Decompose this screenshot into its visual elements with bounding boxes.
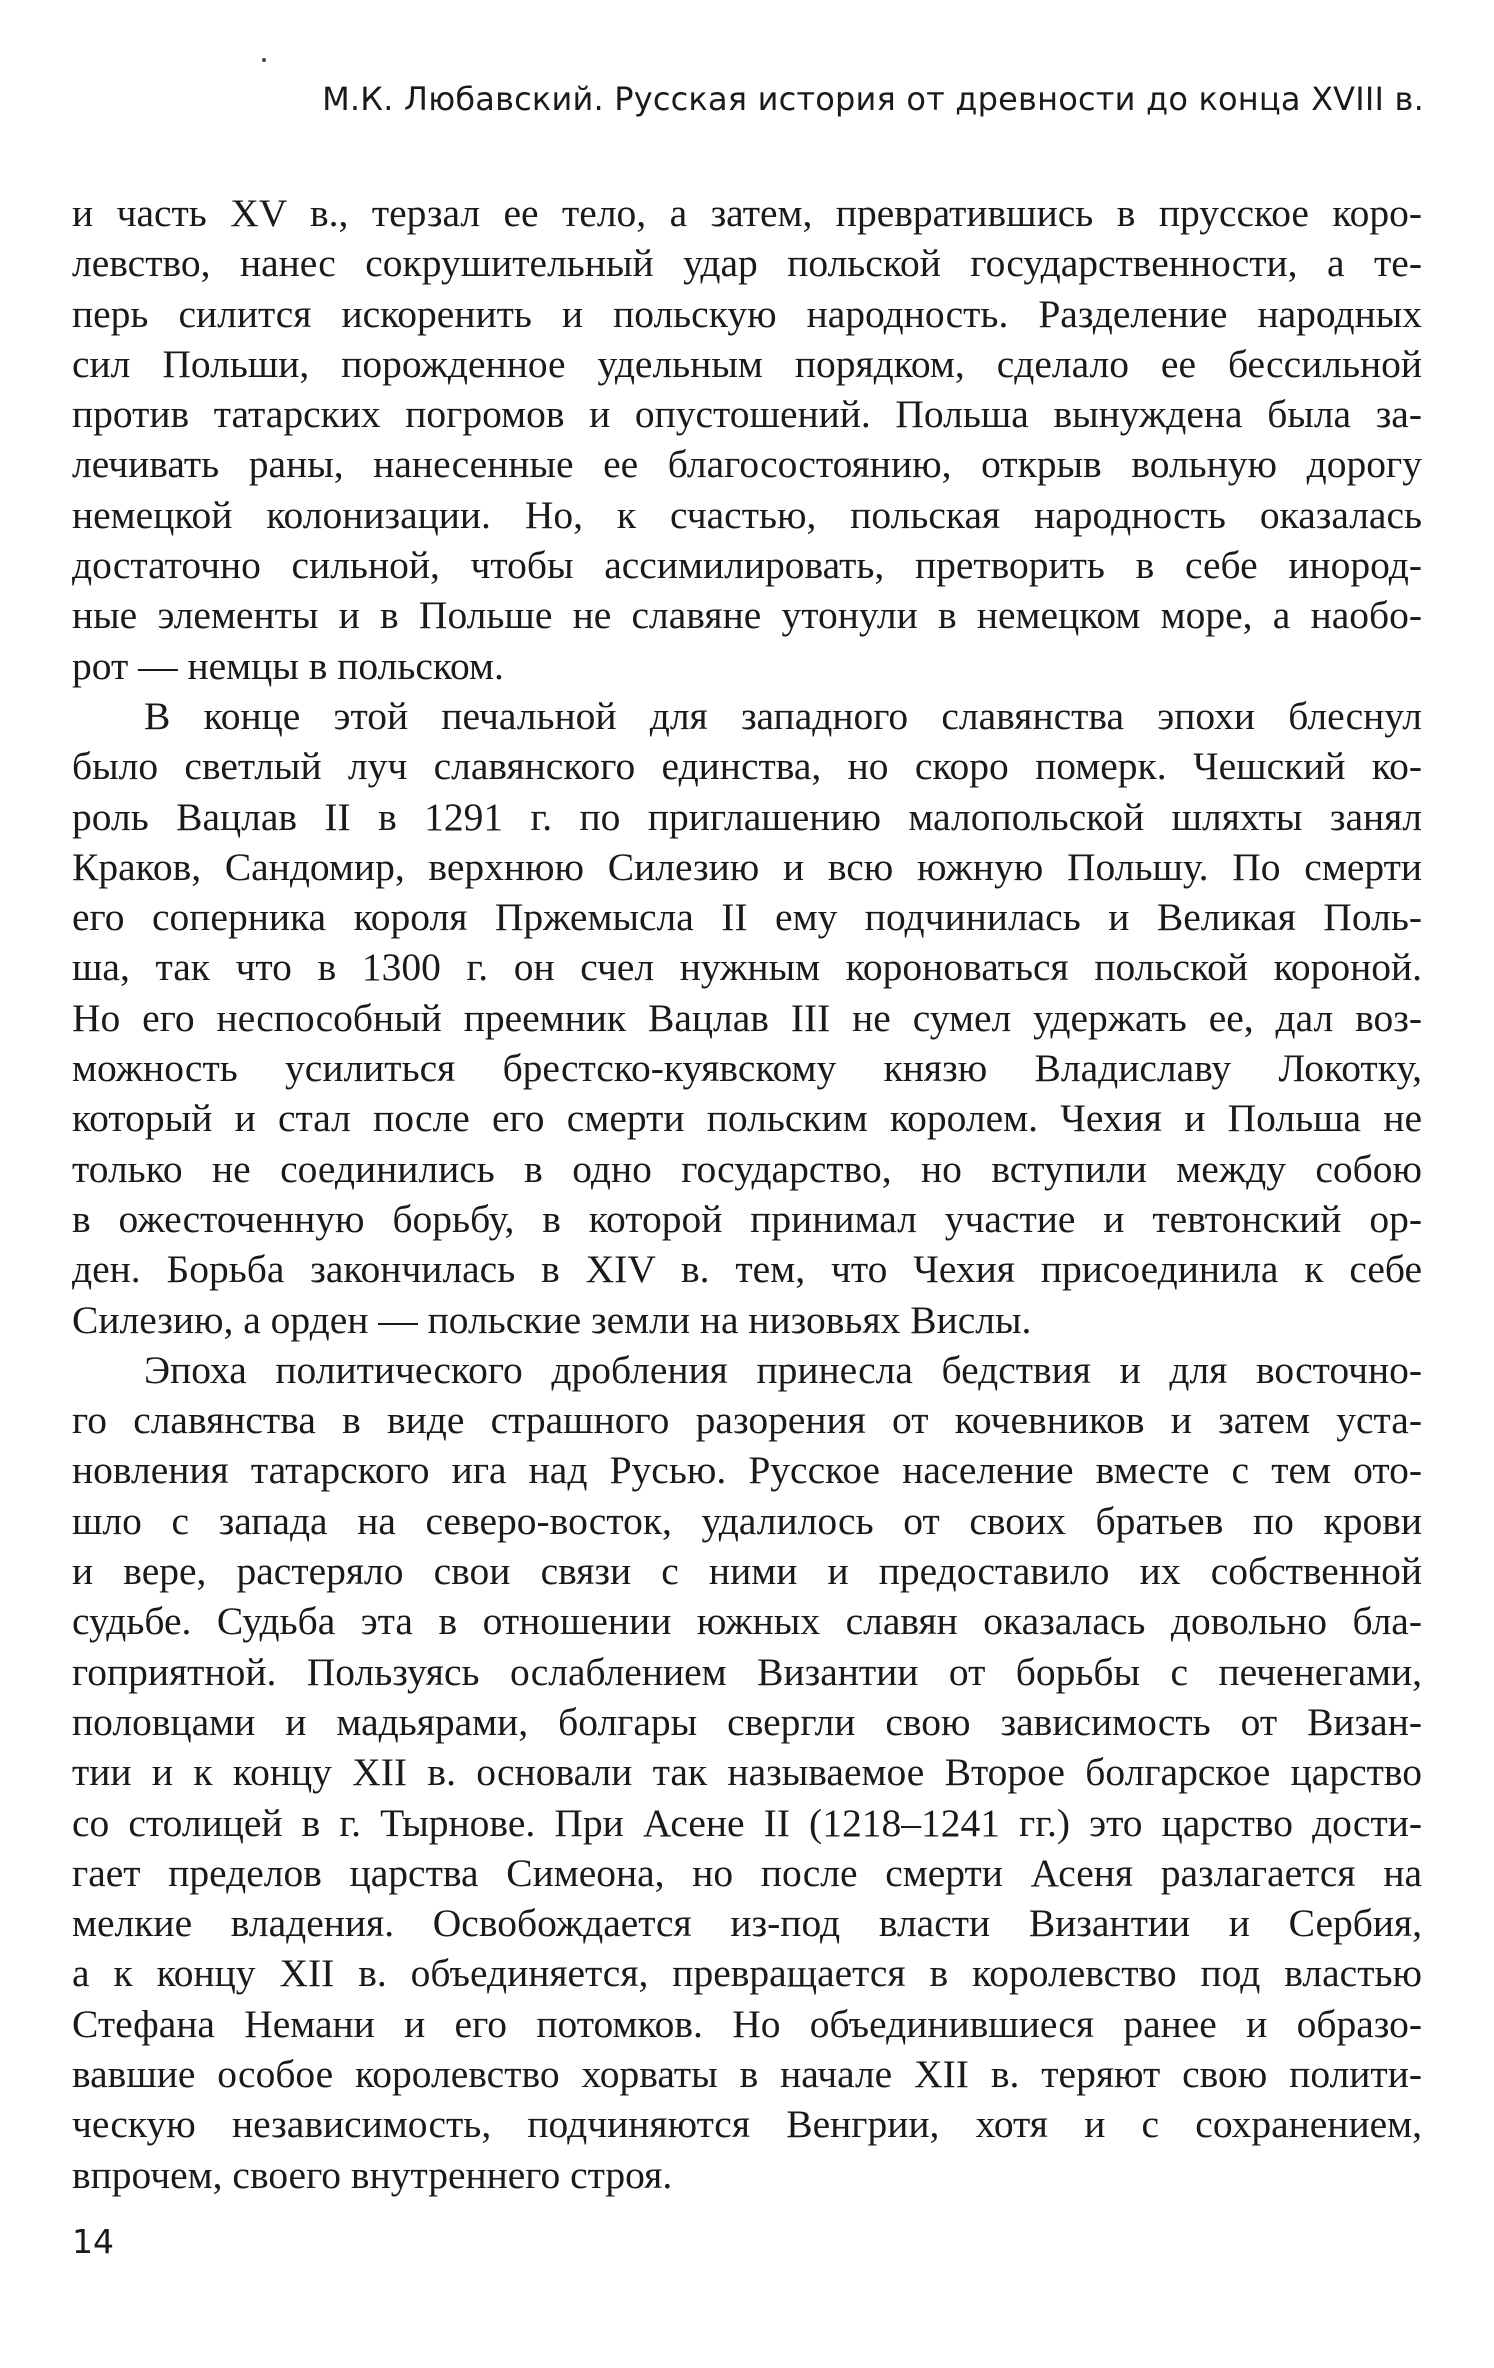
text-line: Но его неспособный преемник Вацлав III не сумел удержать ее, дал воз- bbox=[72, 995, 1422, 1040]
text-line: роль Вацлав II в 1291 г. по приглашению малопольской шляхты занял bbox=[72, 794, 1422, 839]
text-line: достаточно сильной, чтобы ассимилировать, претворить в себе инород- bbox=[72, 543, 1422, 588]
text-line: левство, нанес сокрушительный удар польской государственности, а те- bbox=[72, 241, 1422, 286]
text-line: можность усилиться брестско-куявскому князю Владиславу Локотку, bbox=[72, 1046, 1422, 1091]
text-line: а к концу XII в. объединяется, превращается в королевство под властью bbox=[72, 1951, 1422, 1996]
text-line: ческую независимость, подчиняются Венгрии, хотя и с сохранением, bbox=[72, 2102, 1422, 2147]
text-line: шло с запада на северо-восток, удалилось от своих братьев по крови bbox=[72, 1498, 1422, 1543]
text-line: впрочем, своего внутреннего строя. bbox=[72, 2152, 673, 2197]
print-speck bbox=[262, 58, 266, 62]
text-line: в ожесточенную борьбу, в которой принимал участие и тевтонский ор- bbox=[72, 1196, 1422, 1241]
text-line: который и стал после его смерти польским королем. Чехия и Польша не bbox=[72, 1096, 1422, 1141]
body-text bbox=[72, 188, 1422, 2200]
text-line: было светлый луч славянского единства, но скоро померк. Чешский ко- bbox=[72, 744, 1422, 789]
text-line: ные элементы и в Польше не славяне утонули в немецком море, а наобо- bbox=[72, 593, 1422, 638]
text-line: вавшие особое королевство хорваты в начале XII в. теряют свою полити- bbox=[72, 2051, 1422, 2096]
text-line: перь силится искоренить и польскую народность. Разделение народных bbox=[72, 291, 1422, 336]
text-line: новления татарского ига над Русью. Русское население вместе с тем ото- bbox=[72, 1448, 1422, 1493]
text-line: его соперника короля Пржемысла II ему подчинилась и Великая Поль- bbox=[72, 895, 1422, 940]
paragraph bbox=[72, 1345, 1422, 2200]
text-line: гоприятной. Пользуясь ослаблением Византии от борьбы с печенегами, bbox=[72, 1649, 1422, 1694]
running-head: М.К. Любавский. Русская история от древности до конца XVIII в. bbox=[322, 80, 1424, 118]
text-line: ден. Борьба закончилась в XIV в. тем, что Чехия присоединила к себе bbox=[72, 1247, 1422, 1292]
text-line: го славянства в виде страшного разорения от кочевников и затем уста- bbox=[72, 1398, 1422, 1443]
text-line: и вере, растеряло свои связи с ними и предоставило их собственной bbox=[72, 1549, 1422, 1594]
text-line: только не соединились в одно государство, но вступили между собою bbox=[72, 1146, 1422, 1191]
page-number: 14 bbox=[72, 2222, 114, 2261]
text-line: тии и к концу XII в. основали так называемое Второе болгарское царство bbox=[72, 1750, 1422, 1795]
text-line: ша, так что в 1300 г. он счел нужным короноваться польской короной. bbox=[72, 945, 1422, 990]
text-line: гает пределов царства Симеона, но после смерти Асеня разлагается на bbox=[72, 1850, 1422, 1895]
text-line: судьбе. Судьба эта в отношении южных славян оказалась довольно бла- bbox=[72, 1599, 1422, 1644]
text-line: Стефана Немани и его потомков. Но объединившиеся ранее и образо- bbox=[72, 2001, 1422, 2046]
text-line: и часть XV в., терзал ее тело, а затем, превратившись в прусское коро- bbox=[72, 191, 1422, 235]
text-line: Краков, Сандомир, верхнюю Силезию и всю южную Польшу. По смерти bbox=[72, 844, 1422, 889]
text-line: Силезию, а орден — польские земли на низовьях Вислы. bbox=[72, 1297, 1032, 1342]
text-line: лечивать раны, нанесенные ее благосостоянию, открыв вольную дорогу bbox=[72, 442, 1422, 487]
text-line: против татарских погромов и опустошений. Польша вынуждена была за- bbox=[72, 392, 1422, 437]
paragraph bbox=[72, 691, 1422, 1345]
paragraph bbox=[72, 188, 1422, 691]
text-line: Эпоха политического дробления принесла бедствия и для восточно- bbox=[144, 1347, 1422, 1392]
text-line: половцами и мадьярами, болгары свергли свою зависимость от Визан- bbox=[72, 1699, 1422, 1744]
text-line: сил Польши, порожденное удельным порядком, сделало ее бессильной bbox=[72, 341, 1422, 386]
text-line: В конце этой печальной для западного славянства эпохи блеснул bbox=[144, 693, 1422, 738]
text-line: немецкой колонизации. Но, к счастью, польская народность оказалась bbox=[72, 492, 1422, 537]
text-line: мелкие владения. Освобождается из-под власти Византии и Сербия, bbox=[72, 1901, 1422, 1946]
text-line: со столицей в г. Тырнове. При Асене II (1218–1241 гг.) это царство дости- bbox=[72, 1800, 1422, 1845]
text-line: рот — немцы в польском. bbox=[72, 643, 504, 688]
